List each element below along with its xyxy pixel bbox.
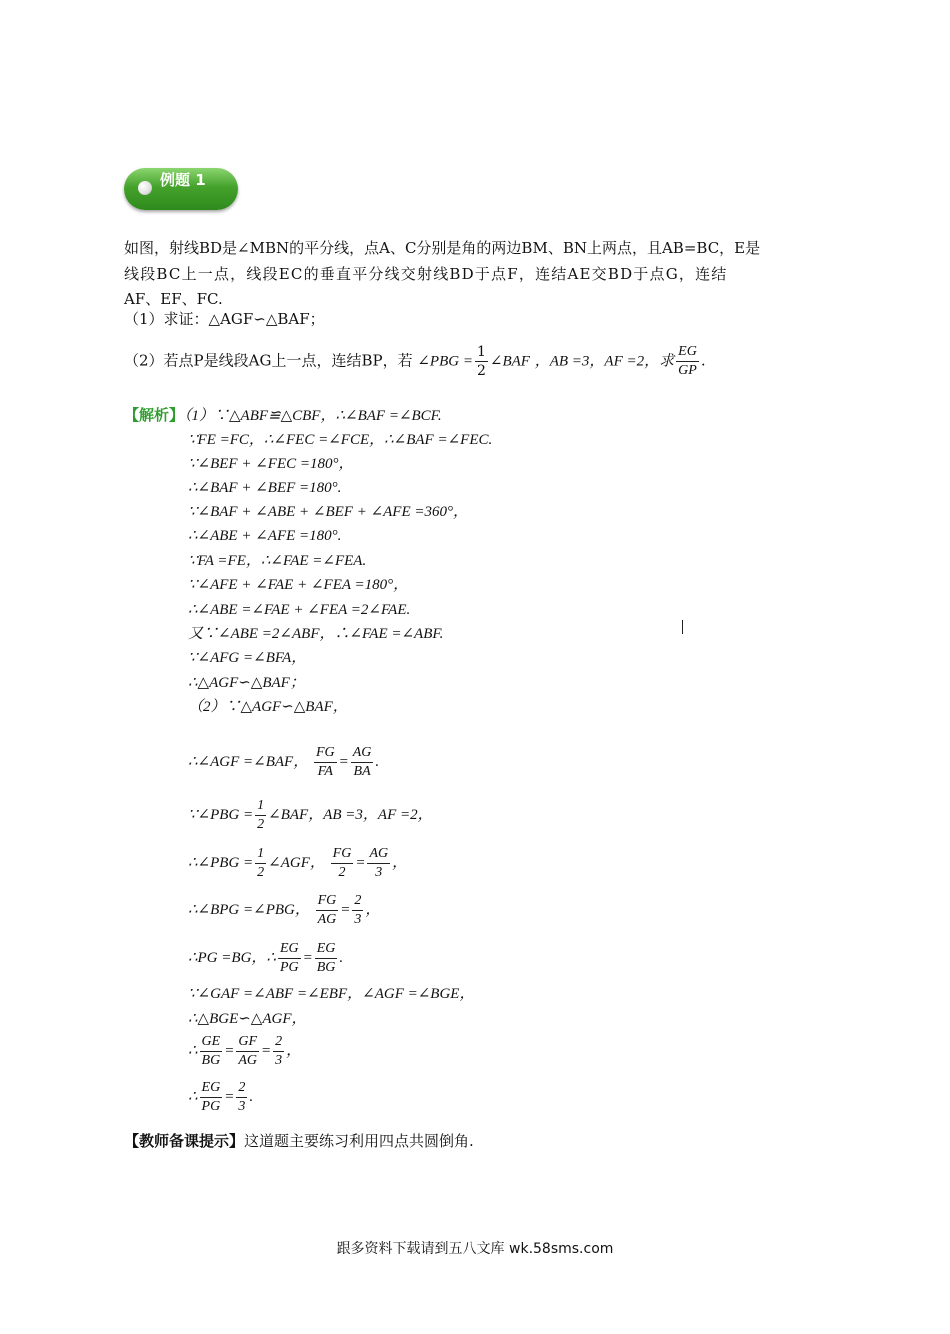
q2-angle-eq: ∠PBG = [417,353,473,370]
solution-line-1: 【解析】（1）∵△ABF≌△CBF，∴∠BAF =∠BCF. [124,406,442,424]
solution-line-9: ∴∠ABE =∠FAE + ∠FEA =2∠FAE. [188,602,411,618]
fraction-fg-ag: $\frac{FG}{AG}$ [317,893,337,927]
solution-line-11: ∵∠AFG =∠BFA， [188,650,307,666]
solution-line-3: ∵∠BEF + ∠FEC =180°， [188,456,354,472]
fraction-eg-pg-final: $\frac{EG}{PG}$ [201,1080,221,1114]
fraction-ge-bg: $\frac{GE}{BG}$ [201,1034,221,1068]
solution-line-20: ∴△BGE∽△AGF， [188,1011,307,1027]
solution-line-8: ∵∠AFE + ∠FAE + ∠FEA =180°， [188,577,409,593]
q2-angle-eq2: ∠BAF [489,353,530,370]
example-badge [124,168,238,210]
problem-line-1: 如图，射线BD是∠MBN的平分线，点A、C分别是角的两边BM、BN上两点，且AB=BC，E是 [124,239,761,257]
solution-line-4: ∴∠BAF + ∠BEF =180°. [188,480,342,496]
solution-line-7: ∵FA =FE，∴∠FAE =∠FEA. [188,553,367,569]
fraction-eg-bg: $\frac{EG}{BG}$ [316,941,336,975]
solution-line-22: ∴ $\frac{EG}{PG}$ = $\frac{2}{3}$ . [188,1080,254,1114]
fraction-ag-ba: $\frac{AG}{BA}$ [352,745,372,779]
problem-line-3: AF、EF、FC. [124,290,223,308]
solution-line-18: ∴PG =BG，∴ $\frac{EG}{PG}$ = $\frac{EG}{BG}$ . [188,941,344,975]
problem-line-2: 线段BC上一点，线段EC的垂直平分线交射线BD于点F，连结AE交BD于点G，连结 [124,265,728,283]
fraction-2-3-a: $\frac{2}{3}$ [354,893,362,927]
solution-line-5: ∵∠BAF + ∠ABE + ∠BEF + ∠AFE =360°， [188,504,469,520]
solution-line-21: ∴ $\frac{GE}{BG}$ = $\frac{GF}{AG}$ = $\frac{2}{3}$ ， [188,1034,302,1068]
solution-line-6: ∴∠ABE + ∠AFE =180°. [188,528,342,544]
fraction-fg-2: $\frac{FG}{2}$ [332,846,352,880]
fraction-2-3-c: $\frac{2}{3}$ [238,1080,246,1114]
fraction-fg-fa: $\frac{FG}{FA}$ [315,745,335,779]
solution-line-13: （2）∵△AGF∽△BAF， [188,699,348,715]
solution-line-12: ∴△AGF∽△BAF； [188,675,305,691]
question-2: （2）若点P是线段AG上一点，连结BP，若 ∠PBG = $\frac{1}{2}$ ∠BAF ，AB =3，AF =2，求 $\frac{EG}{GP}$ . [124,344,706,379]
solution-line-17: ∴∠BPG =∠PBG， $\frac{FG}{AG}$ = $\frac{2}{3}$ ， [188,893,381,927]
fraction-ag-3: $\frac{AG}{3}$ [369,846,389,880]
badge-bullet-icon [138,181,152,195]
q2-conditions: ，AB =3，AF =2，求 [534,353,675,370]
footer: 跟多资料下载请到五八文库 wk.58sms.com [336,1241,614,1257]
fraction-2-3-b: $\frac{2}{3}$ [275,1034,283,1068]
teacher-note-tag: 【教师备课提示】 [124,1132,245,1150]
fraction-half-a: $\frac{1}{2}$ [257,798,265,832]
fraction-half-b: $\frac{1}{2}$ [257,846,265,880]
fraction-eg-pg: $\frac{EG}{PG}$ [279,941,299,975]
badge-label: 例题 1 [160,171,206,189]
question-1: （1）求证：△AGF∽△BAF； [124,310,325,328]
q2-target-fraction: $\frac{EG}{GP}$ [678,344,697,378]
teacher-note [124,1131,474,1151]
solution-tag: 【解析】 [124,406,185,424]
text-cursor-icon [682,620,683,634]
solution-line-19: ∵∠GAF =∠ABF =∠EBF，∠AGF =∠BGE， [188,986,475,1002]
solution-line-2: ∵FE =FC，∴∠FEC =∠FCE，∴∠BAF =∠FEC. [188,432,493,448]
q2-text: （2）若点P是线段AG上一点，连结BP，若 [124,351,413,370]
fraction-gf-ag: $\frac{GF}{AG}$ [238,1034,258,1068]
teacher-note-text: 这道题主要练习利用四点共圆倒角. [244,1132,474,1150]
solution-line-15: ∵∠PBG = $\frac{1}{2}$ ∠BAF，AB =3，AF =2， [188,798,433,832]
solution-line-14: ∴∠AGF =∠BAF， $\frac{FG}{FA}$ = $\frac{AG}{BA}$ . [188,745,380,779]
q2-half-fraction: $\frac{1}{2}$ [476,344,486,379]
solution-line-10: 又∵∠ABE =2∠ABF，∴∠FAE =∠ABF. [188,626,444,642]
solution-line-16: ∴∠PBG = $\frac{1}{2}$ ∠AGF， $\frac{FG}{2}$ = $\frac{AG}{3}$ ， [188,846,408,880]
